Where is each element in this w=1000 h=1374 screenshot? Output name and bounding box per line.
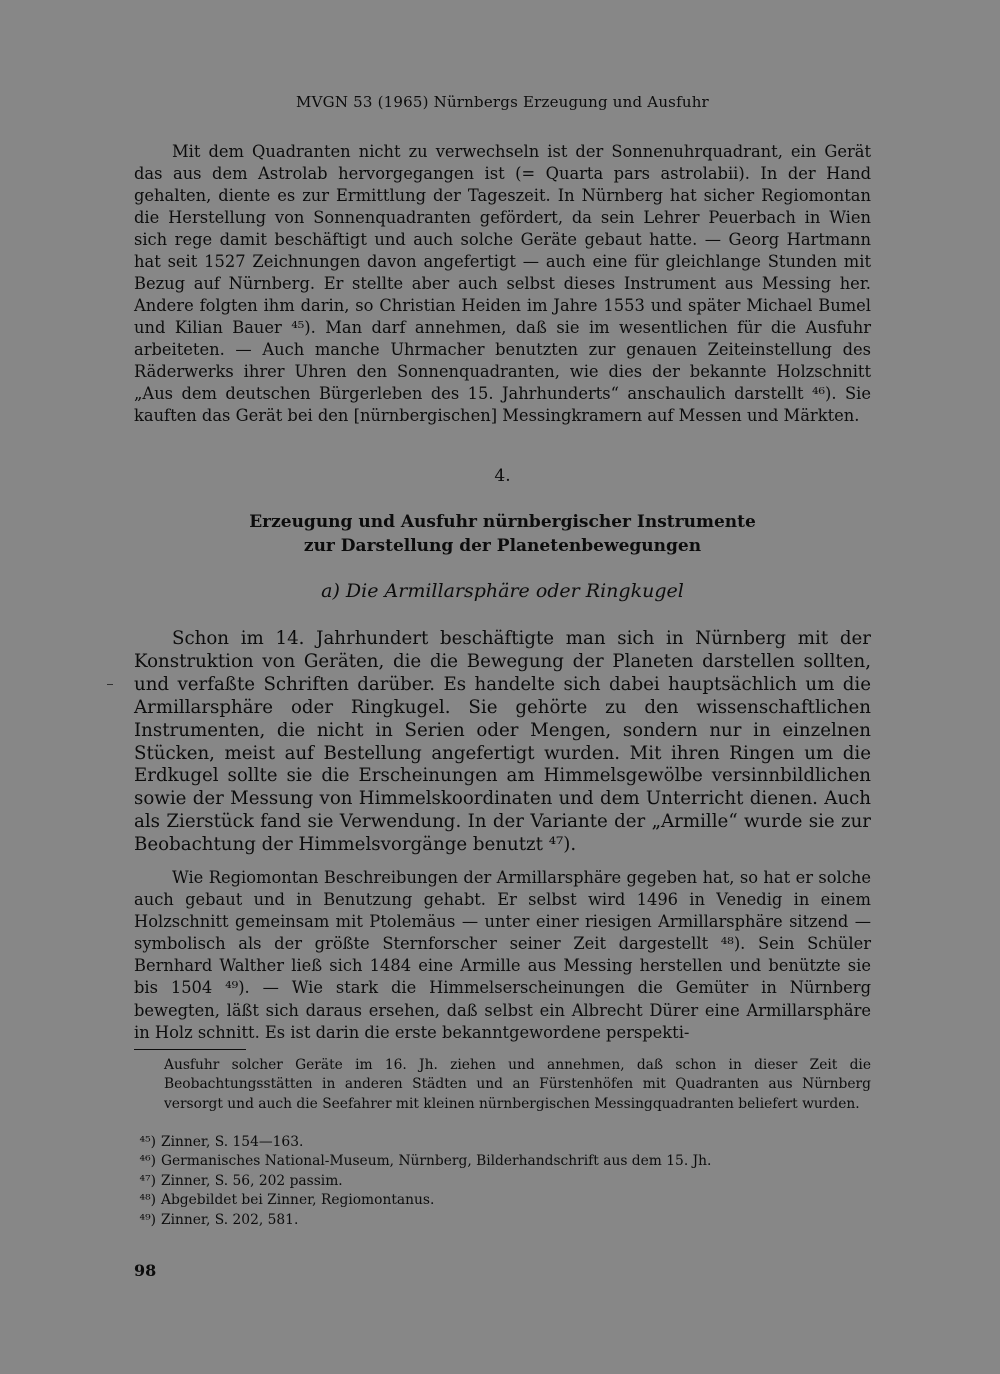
footnote-text: Abgebildet bei Zinner, Regiomontanus. xyxy=(161,1192,435,1209)
paragraph-regiomontan: Wie Regiomontan Beschreibungen der Armillarsphäre gegeben hat, so hat er solche auch gebaut und in Benutzung gehabt. Er selbst wird 1496 in Venedig in einem Holzschnitt gemeinsam mit Ptolemäus — unter einer riesigen Armillarsphäre sitzend — symbolisch als der größte Sternforscher seiner Zeit dargestellt ⁴⁸). Sein Schüler Bernhard Walther ließ sich 1484 eine Armille aus Messing herstellen und benützte sie bis 1504 ⁴⁹). — Wie stark die Himmelserscheinungen die Gemüter in Nürnberg bewegten, läßt sich daraus ersehen, daß selbst ein Albrecht Dürer eine Armillarsphäre in Holz schnitt. Es ist darin die erste bekanntgewordene perspekti- xyxy=(134,868,871,1042)
footnote-49 xyxy=(134,1211,871,1230)
footnote-46 xyxy=(134,1152,871,1171)
footnote-text: Zinner, S. 56, 202 passim. xyxy=(161,1172,343,1189)
footnote-45 xyxy=(134,1133,871,1152)
page-number: 98 xyxy=(134,1261,157,1280)
footnote-list xyxy=(134,1133,871,1230)
subsection-title: a) Die Armillarsphäre oder Ringkugel xyxy=(321,580,684,602)
section-number: 4. xyxy=(494,466,511,486)
footnote-separator xyxy=(134,1049,246,1050)
paragraph-armillarsphaere: Schon im 14. Jahrhundert beschäftigte man sich in Nürnberg mit der Konstruktion von Geräten, die die Bewegung der Planeten darstellen sollten, und verfaßte Schriften darüber. Es handelte sich dabei hauptsächlich um die Armillarsphäre oder Ringkugel. Sie gehörte zu den wissenschaftlichen Instrumenten, die nicht in Serien oder Mengen, sondern nur in einzelnen Stücken, meist auf Bestellung angefertigt wurden. Mit ihren Ringen um die Erdkugel sollte sie die Erscheinungen am Himmelsgewölbe versinnbildlichen sowie der Messung von Himmelskoordinaten und dem Unterricht dienen. Auch als Zierstück fand sie Verwendung. In der Variante der „Armille“ wurde sie zur Beobachtung der Himmelsvorgänge benutzt ⁴⁷). xyxy=(134,628,871,856)
section-title-line-1: Erzeugung und Ausfuhr nürnbergischer Instrumente xyxy=(249,512,756,532)
footnote-mark: ⁴⁵) xyxy=(139,1134,156,1150)
footnote-mark: ⁴⁸) xyxy=(139,1192,156,1209)
footnote-48 xyxy=(134,1191,871,1210)
paragraph-sonnenuhrquadrant: Mit dem Quadranten nicht zu verwechseln ist der Sonnenuhrquadrant, ein Gerät das aus dem Astrolab hervorgegangen ist (= Quarta pars astrolabii). In der Hand gehalten, diente es zur Ermittlung der Tageszeit. In Nürnberg hat sicher Regiomontan die Herstellung von Sonnenquadranten gefördert, da sein Lehrer Peuerbach in Wien sich rege damit beschäftigt und auch solche Geräte gebaut hatte. — Georg Hartmann hat seit 1527 Zeichnungen davon angefertigt — auch eine für gleichlange Stunden mit Bezug auf Nürnberg. Er stellte aber auch selbst dieses Instrument aus Messing her. Andere folgten ihm darin, so Christian Heiden im Jahre 1553 und später Michael Bumel und Kilian Bauer ⁴⁵). Man darf annehmen, daß sie im wesentlichen für die Ausfuhr arbeiteten. — Auch manche Uhrmacher benutzten zur genauen Zeiteinstellung des Räderwerks ihrer Uhren den Sonnenquadranten, wie dies der bekannte Holzschnitt „Aus dem deutschen Bürgerleben des 15. Jahrhunderts“ anschaulich darstellt ⁴⁶). Sie kauften das Gerät bei den [nürnbergischen] Messingkramern auf Messen und Märkten. xyxy=(134,142,871,425)
footnote-text: Germanisches National-Museum, Nürnberg, Bilderhandschrift aus dem 15. Jh. xyxy=(161,1153,712,1170)
section-title-line-2: zur Darstellung der Planetenbewegungen xyxy=(303,536,702,556)
footnote-mark: ⁴⁷) xyxy=(139,1172,156,1189)
running-head: MVGN 53 (1965) Nürnbergs Erzeugung und Ausfuhr xyxy=(296,93,709,111)
footnote-text: Zinner, S. 154—163. xyxy=(161,1134,304,1150)
footnote-text: Zinner, S. 202, 581. xyxy=(161,1211,299,1228)
footnote-47 xyxy=(134,1172,871,1191)
footnote-mark: ⁴⁶) xyxy=(139,1153,156,1170)
margin-mark xyxy=(107,684,113,685)
footnote-continuation: Ausfuhr solcher Geräte im 16. Jh. ziehen und annehmen, daß schon in dieser Zeit die Beobachtungsstätten in anderen Städten und an Fürstenhöfen mit Quadranten aus Nürnberg versorgt und auch die Seefahrer mit kleinen nürnbergischen Messingquadranten beliefert wurden. xyxy=(164,1057,871,1112)
footnote-mark: ⁴⁹) xyxy=(139,1211,156,1228)
section-title xyxy=(134,510,871,558)
